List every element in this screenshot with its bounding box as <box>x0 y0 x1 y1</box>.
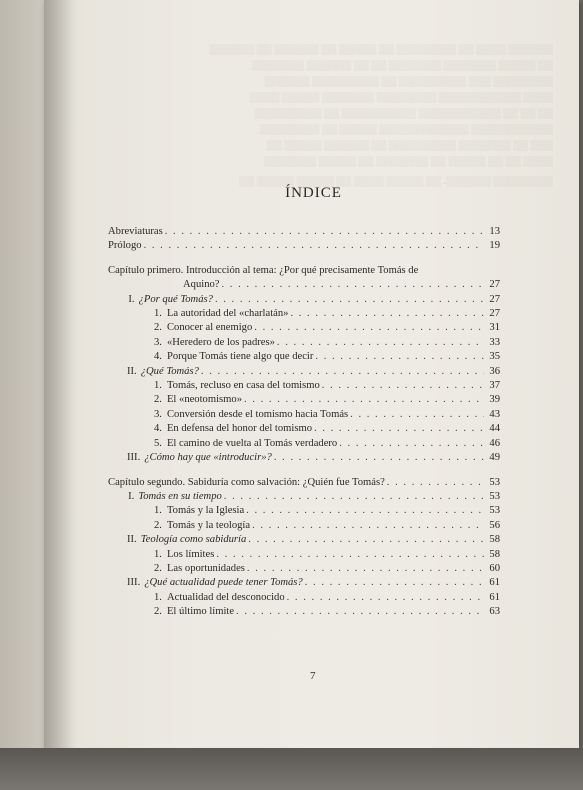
leader-dots <box>274 451 484 465</box>
leader-dots <box>244 393 484 407</box>
item-number: 2. <box>154 606 162 618</box>
toc-entry-label: Abreviaturas <box>108 226 163 237</box>
toc-item[interactable] <box>108 437 500 451</box>
item-number: 2. <box>154 519 162 531</box>
toc-entry-page: 27 <box>489 293 500 305</box>
leader-dots <box>224 490 484 504</box>
toc-entry-page: 37 <box>489 380 500 392</box>
leader-dots <box>248 533 484 547</box>
toc-entry-page: 61 <box>489 591 500 603</box>
toc-item-label: Tomás, recluso en casa del tomismo <box>166 380 320 392</box>
toc-chapter-heading[interactable] <box>108 264 500 278</box>
leader-dots <box>287 591 484 605</box>
item-number: 3. <box>154 336 162 348</box>
leader-dots <box>339 437 484 451</box>
item-number: 1. <box>154 548 162 560</box>
page-gutter-shadow <box>44 0 78 748</box>
toc-item[interactable] <box>108 321 500 335</box>
item-number: 1. <box>154 308 162 320</box>
toc-entry-page: 60 <box>489 562 500 574</box>
toc-section-label: ¿Qué actualidad puede tener Tomás? <box>144 577 303 589</box>
toc-item-label: Las oportunidades <box>166 562 245 574</box>
item-number: 1. <box>154 591 162 603</box>
leader-dots <box>144 239 484 253</box>
toc-entry-label: Prólogo <box>108 240 142 252</box>
toc-chapter-label: Aquino? <box>183 279 220 291</box>
section-numeral: I. <box>128 293 135 305</box>
toc-item-label: Conocer al enemigo <box>166 322 253 334</box>
toc-entry-page: 44 <box>489 423 500 435</box>
toc-section[interactable] <box>108 365 500 379</box>
show-through-line: ▒▒▒▒▒▒ ▒▒▒▒ ▒▒ ▒▒▒▒▒▒▒▒ ▒▒ ▒▒▒▒▒ ▒▒ ▒▒▒▒▒▒ ▒▒ ▒▒▒▒▒▒ <box>209 44 553 55</box>
item-number: 1. <box>154 505 162 517</box>
toc-section-label: ¿Cómo hay que «introducir»? <box>144 452 272 464</box>
toc-item-label: El «neotomismo» <box>166 394 242 406</box>
item-number: 2. <box>154 562 162 574</box>
toc-item[interactable] <box>108 336 500 350</box>
toc-chapter-heading-cont[interactable] <box>108 278 500 292</box>
toc-entry-page: 33 <box>489 336 500 348</box>
toc-section-label: ¿Qué Tomás? <box>140 365 199 377</box>
toc-entry-page: 36 <box>489 365 500 377</box>
toc-item-label: La autoridad del «charlatán» <box>166 308 289 320</box>
toc-entry-page: 53 <box>489 505 500 517</box>
toc-item[interactable] <box>108 605 500 619</box>
toc-entry-page: 19 <box>489 240 500 252</box>
toc-item[interactable] <box>108 562 500 576</box>
toc-item-label: Conversión desde el tomismo hacia Tomás <box>166 408 349 420</box>
leader-dots <box>350 408 484 422</box>
toc-entry-page: 27 <box>489 279 500 291</box>
show-through-line: ▒▒▒▒▒▒▒▒ ▒▒▒ ▒▒▒▒▒▒▒▒▒ ▒▒ ▒▒▒▒▒▒▒▒▒ ▒▒▒▒▒▒ <box>264 76 553 87</box>
section-numeral: III. <box>127 577 141 589</box>
page-title: ÍNDICE <box>285 185 342 201</box>
toc-chapter-label: Capítulo primero. Introducción al tema: ¿Por qué precisamente Tomás de <box>108 264 419 276</box>
table-surface <box>0 748 583 790</box>
item-number: 4. <box>154 351 162 363</box>
toc-entry-page: 27 <box>489 308 500 320</box>
toc-item-label: Actualidad del desconocido <box>166 591 285 603</box>
toc-section-label: ¿Por qué Tomás? <box>138 293 213 305</box>
show-through-line: ▒▒▒▒ ▒▒ ▒▒ ▒▒▒▒▒ ▒▒ ▒▒▒▒▒▒▒ ▒▒ ▒▒▒▒▒ ▒▒▒▒▒▒▒ <box>264 156 553 167</box>
leader-dots <box>315 350 484 364</box>
leader-dots <box>322 379 484 393</box>
toc-item-label: El último límite <box>166 606 235 618</box>
toc-item[interactable] <box>108 591 500 605</box>
toc-entry-page: 49 <box>489 452 500 464</box>
toc-item-label: El camino de vuelta al Tomás verdadero <box>166 437 338 449</box>
toc-entry-page: 53 <box>489 476 500 488</box>
section-numeral: II. <box>127 365 137 377</box>
leader-dots <box>290 307 484 321</box>
toc-item[interactable] <box>108 393 500 407</box>
toc-item[interactable] <box>108 422 500 436</box>
toc-entry-abreviaturas[interactable] <box>108 225 500 239</box>
toc-entry-page: 58 <box>489 534 500 546</box>
toc-section[interactable] <box>108 576 500 590</box>
item-number: 1. <box>154 380 162 392</box>
toc-item-label: En defensa del honor del tomismo <box>166 423 312 435</box>
toc-entry-page: 39 <box>489 394 500 406</box>
leader-dots <box>247 562 484 576</box>
section-numeral: II. <box>127 534 137 546</box>
toc-entry-prologo[interactable] <box>108 239 500 253</box>
leader-dots <box>305 576 484 590</box>
section-numeral: III. <box>127 452 141 464</box>
leader-dots <box>254 321 484 335</box>
item-number: 4. <box>154 423 162 435</box>
toc-chapter-heading[interactable] <box>108 476 500 490</box>
toc-section[interactable] <box>108 293 500 307</box>
toc-item[interactable] <box>108 408 500 422</box>
toc-item-label: Tomás y la Iglesia <box>166 505 245 517</box>
item-number: 3. <box>154 408 162 420</box>
toc-entry-page: 61 <box>489 577 500 589</box>
toc-section[interactable] <box>108 451 500 465</box>
table-of-contents <box>108 225 500 620</box>
toc-entry-page: 53 <box>489 490 500 502</box>
item-number: 2. <box>154 394 162 406</box>
toc-item-label: Porque Tomás tiene algo que decir <box>166 351 314 363</box>
toc-item[interactable] <box>108 350 500 364</box>
toc-entry-page: 43 <box>489 408 500 420</box>
leader-dots <box>236 605 484 619</box>
leader-dots <box>252 519 484 533</box>
item-number: 2. <box>154 322 162 334</box>
toc-item-label: Los límites <box>166 548 215 560</box>
toc-section-label: Tomás en su tiempo <box>138 490 222 502</box>
show-through-line: ▒▒ ▒▒ ▒▒ ▒▒▒▒▒▒▒▒▒▒▒ ▒▒▒▒▒▒▒▒▒▒ ▒▒ ▒▒▒▒▒▒▒▒▒ <box>254 108 553 119</box>
show-through-line: ▒▒▒▒▒▒▒▒▒▒▒ ▒▒▒▒▒▒▒▒▒▒▒▒ ▒▒▒▒▒ ▒▒ ▒▒▒▒▒▒▒▒ <box>259 124 553 135</box>
toc-item-label: Tomás y la teología <box>166 519 251 531</box>
toc-section-label: Teología como sabiduría <box>140 534 247 546</box>
leader-dots <box>246 504 484 518</box>
leader-dots <box>314 422 484 436</box>
toc-section[interactable] <box>108 490 500 504</box>
toc-item[interactable] <box>108 504 500 518</box>
section-numeral: I. <box>128 490 135 502</box>
item-number: 5. <box>154 437 162 449</box>
toc-entry-page: 58 <box>489 548 500 560</box>
show-through-line: ▒▒ ▒▒▒▒▒ ▒▒▒▒▒▒▒ ▒▒▒▒▒▒▒ ▒▒ ▒▒ ▒▒▒▒▒▒ ▒▒▒▒▒▒▒ <box>251 60 553 71</box>
page-number: 7 <box>310 670 316 682</box>
toc-entry-page: 46 <box>489 437 500 449</box>
leader-dots <box>387 476 484 490</box>
toc-item[interactable] <box>108 307 500 321</box>
toc-entry-page: 63 <box>489 606 500 618</box>
leader-dots <box>221 278 484 292</box>
toc-chapter-label: Capítulo segundo. Sabiduría como salvación: ¿Quién fue Tomás? <box>108 476 385 488</box>
show-through-line: ▒▒▒▒▒▒▒▒ ▒▒▒▒▒▒. ▒▒ ▒▒▒▒▒ ▒▒▒▒ ▒▒ ▒▒▒▒▒ ▒▒▒▒▒ ▒▒ <box>239 176 553 187</box>
toc-item[interactable] <box>108 519 500 533</box>
leader-dots <box>165 225 484 239</box>
toc-item-label: «Heredero de los padres» <box>166 336 275 348</box>
toc-item[interactable] <box>108 379 500 393</box>
show-through-line: ▒▒▒▒ ▒▒▒▒▒▒▒▒▒▒▒ ▒▒▒▒▒▒▒▒ ▒▒▒▒▒▒▒ ▒▒▒▒▒ ▒▒▒▒ <box>249 92 553 103</box>
leader-dots <box>215 293 484 307</box>
leader-dots <box>201 365 484 379</box>
toc-entry-page: 31 <box>489 322 500 334</box>
toc-item[interactable] <box>108 548 500 562</box>
toc-entry-page: 13 <box>489 226 500 237</box>
toc-entry-page: 35 <box>489 351 500 363</box>
toc-entry-page: 56 <box>489 519 500 531</box>
show-through-line: ▒▒▒ ▒▒ ▒▒▒▒▒▒▒ ▒▒▒▒▒▒▒▒▒ ▒▒ ▒▒▒▒▒▒ ▒▒▒▒▒ ▒▒ <box>266 140 553 151</box>
toc-section[interactable] <box>108 533 500 547</box>
leader-dots <box>277 336 484 350</box>
leader-dots <box>216 548 484 562</box>
